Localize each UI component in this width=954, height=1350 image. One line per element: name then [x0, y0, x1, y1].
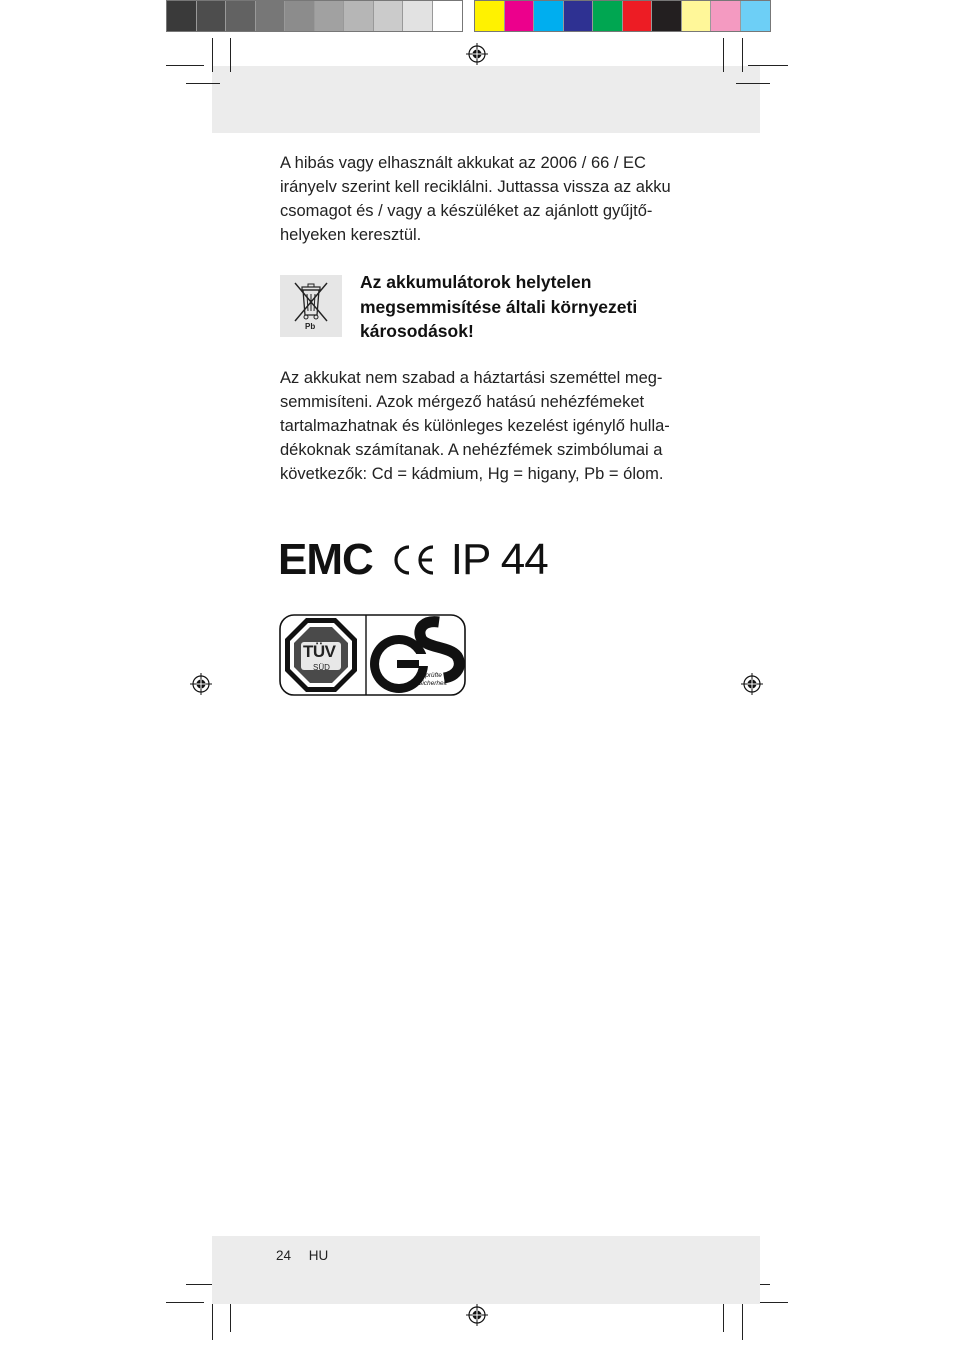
warning-title — [360, 270, 700, 344]
registration-mark-icon — [190, 673, 212, 695]
color-swatch — [433, 1, 463, 31]
crop-mark — [736, 83, 770, 84]
page-number: 24 — [276, 1248, 292, 1263]
crop-mark — [742, 1298, 743, 1340]
text-line: csomagot és / vagy a készüléket az ajánlott gyűjtő- — [280, 202, 653, 220]
text-line: helyeken keresztül. — [280, 226, 422, 244]
gs-caption-line: Sicherheit — [418, 680, 447, 687]
color-swatch — [285, 1, 315, 31]
color-swatch — [226, 1, 256, 31]
emc-mark: EMC — [278, 535, 373, 584]
title-line: károsodások! — [360, 321, 474, 341]
color-swatch — [623, 1, 653, 31]
color-swatch — [564, 1, 594, 31]
color-swatch — [344, 1, 374, 31]
text-line: A hibás vagy elhasznált akkukat az 2006 / 66 / EC — [280, 154, 646, 172]
language-code: HU — [308, 1248, 329, 1263]
sud-label: SÜD — [313, 663, 330, 672]
text-line: Az akkukat nem szabad a háztartási szeméttel meg- — [280, 369, 663, 387]
gray-swatches — [166, 0, 463, 32]
registration-mark-icon — [741, 673, 763, 695]
text-line: semmisíteni. Azok mérgező hatású nehézfémeket — [280, 393, 645, 411]
color-swatches — [474, 0, 771, 32]
pb-label: Pb — [305, 322, 316, 331]
color-swatch — [197, 1, 227, 31]
header-band — [212, 66, 760, 133]
color-swatch — [315, 1, 345, 31]
gs-caption — [418, 672, 447, 688]
tuv-gs-badge — [279, 614, 466, 696]
tuv-label: TÜV — [303, 642, 336, 661]
warning-icon-box — [280, 275, 342, 337]
crop-mark — [166, 1302, 204, 1303]
gs-caption-line: geprüfte — [418, 672, 442, 679]
crop-mark — [742, 38, 743, 72]
color-swatch — [652, 1, 682, 31]
color-swatch — [534, 1, 564, 31]
color-swatch — [505, 1, 535, 31]
title-line: Az akkumulátorok helytelen — [360, 272, 592, 292]
crop-mark — [166, 65, 204, 66]
color-swatch — [475, 1, 505, 31]
crop-mark — [186, 83, 220, 84]
crop-mark — [723, 38, 724, 72]
disposal-paragraph — [280, 366, 680, 486]
color-swatch — [711, 1, 741, 31]
crop-mark — [212, 1298, 213, 1340]
color-swatch — [593, 1, 623, 31]
registration-mark-icon — [466, 43, 488, 65]
title-line: megsemmisítése általi környezeti — [360, 296, 638, 317]
color-swatch — [403, 1, 433, 31]
color-swatch — [256, 1, 286, 31]
certification-marks — [278, 535, 548, 584]
crop-mark — [748, 65, 788, 66]
color-swatch — [741, 1, 771, 31]
color-swatch — [374, 1, 404, 31]
text-line: dékoknak számítanak. A nehézfémek szimbólumai a — [280, 441, 663, 459]
crop-mark — [212, 38, 213, 72]
ce-mark-icon — [387, 540, 443, 580]
color-calibration-bar — [166, 0, 771, 32]
color-swatch — [682, 1, 712, 31]
page-footer — [276, 1248, 342, 1263]
footer-band — [212, 1236, 760, 1304]
crop-mark — [230, 38, 231, 72]
text-line: következők: Cd = kádmium, Hg = higany, Pb = ólom. — [280, 465, 664, 483]
ip-rating: IP 44 — [450, 535, 548, 584]
color-swatch — [167, 1, 197, 31]
text-line: tartalmazhatnak és különleges kezelést igénylő hulla- — [280, 417, 670, 435]
recycling-paragraph — [280, 151, 680, 247]
registration-mark-icon — [466, 1304, 488, 1326]
text-line: irányelv szerint kell reciklálni. Juttassa vissza az akku — [280, 178, 671, 196]
